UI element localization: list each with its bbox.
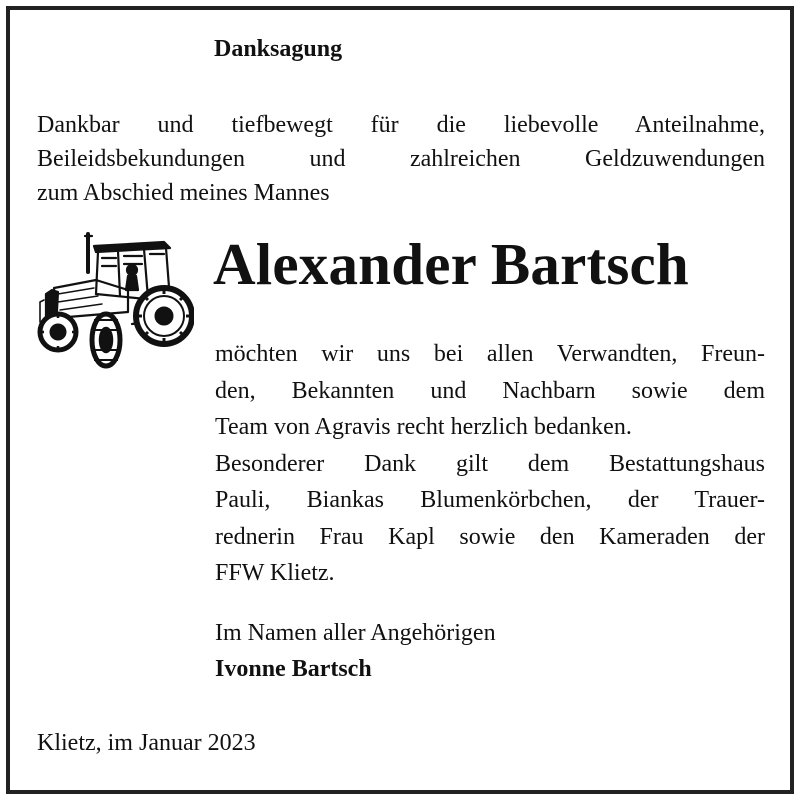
signer-name: Ivonne Bartsch — [215, 656, 372, 682]
intro-line: zum Abschied meines Mannes — [37, 180, 330, 206]
thanks-line: Besonderer Dank gilt dem Bestattungshaus — [215, 450, 765, 477]
tractor-icon — [36, 232, 194, 372]
thanks-line: rednerin Frau Kapl sowie den Kameraden der — [215, 523, 765, 550]
intro-line: Beileidsbekundungen und zahlreichen Geldzuwendungen — [37, 146, 765, 172]
thanks-line: möchten wir uns bei allen Verwandten, Freun- — [215, 341, 765, 367]
intro-line: Dankbar und tiefbewegt für die liebevolle Anteilnahme, — [37, 112, 765, 138]
notice-heading: Danksagung — [214, 36, 343, 62]
thanks-paragraph — [215, 336, 765, 592]
thanks-line: den, Bekannten und Nachbarn sowie dem — [215, 377, 765, 404]
place-date: Klietz, im Januar 2023 — [37, 730, 256, 756]
intro-paragraph — [37, 108, 765, 210]
thanks-line: FFW Klietz. — [215, 560, 335, 586]
thanks-line: Team von Agravis recht herzlich bedanken. — [215, 414, 632, 440]
deceased-name: Alexander Bartsch — [213, 231, 689, 297]
on-behalf-line: Im Namen aller Angehörigen — [215, 620, 496, 646]
thanks-line: Pauli, Biankas Blumenkörbchen, der Trauer- — [215, 487, 765, 513]
rear-wheel — [136, 288, 192, 344]
